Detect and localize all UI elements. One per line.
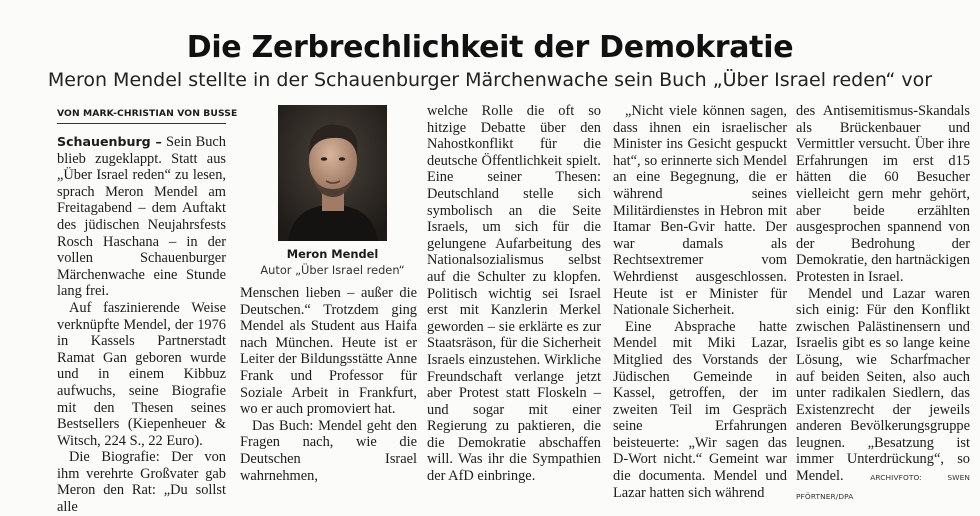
column-4-paragraph-2: Eine Absprache hatte Mendel mit Miki Lazar, Mitglied des Vorstands der Jüdischen Gemeinde in Kassel, getroffen, der im zweiten Teil im Gespräch seine Erfahrungen beisteuerte: „Wir sagen das D-Wort nicht.“ Gemeint war die documenta. Mendel und Lazar hatten sich während (613, 318, 787, 501)
byline: VON MARK-CHRISTIAN VON BUSSE (57, 108, 226, 124)
portrait-image (278, 105, 387, 241)
column-5-paragraph-2 (796, 286, 970, 506)
dateline: Schauenburg – (57, 134, 162, 149)
column-3 (427, 103, 601, 485)
headline: Die Zerbrechlichkeit der Demokratie (186, 30, 794, 65)
column-1-paragraph-2: Auf faszinierende Weise verknüpfte Mendel, der 1976 in Kassels Partnerstadt Ramat Gan geboren wurde und in einem Kibbuz aufwuchs, seine Biografie mit den Thesen seines Bestsellers (Kiepenheuer & Witsch, 224 S., 22 Euro). (57, 299, 226, 449)
column-2-paragraph-2: Das Buch: Mendel geht den Fragen nach, wie die Deutschen Israel wahrnehmen, (240, 417, 417, 484)
column-1-paragraph-3: Die Biografie: Der von ihm verehrte Großvater gab Meron den Rat: „Du sollst alle (57, 449, 226, 516)
column-3-paragraph-1: welche Rolle die oft so hitzige Debatte über den Nahostkonflikt für die deutsche Öffentlichkeit spielt. Eine seiner Thesen: Deutschland stelle sich symbolisch an die Seite Israels, um sich für die gelungene Aufarbeitung des Nationalsozialismus selbst auf die Schulter zu klopfen. Politisch wichtig sei Israel erst mit Kanzlerin Merkel geworden – sie erklärte es zur Staatsräson, für die Sicherheit Israels einzustehen. Wirkliche Freundschaft verlange jetzt aber Protest statt Floskeln – und sogar mit einer Regierung zu paktieren, die die Demokratie abschaffen will. Was ihr die Sympathien der AfD einbringe. (427, 103, 601, 485)
column-1-paragraph-1-text: Sein Buch blieb zugeklappt. Statt aus „Über Israel reden“ zu lesen, sprach Meron Mendel am Freitagabend – dem Auftakt des jüdischen Neujahrsfests Rosch Haschana – in der vollen Schauenburger Märchenwache eine Stunde lang frei. (57, 134, 226, 300)
author-photo (278, 105, 387, 241)
subheadline: Meron Mendel stellte in der Schauenburger Märchenwache sein Buch „Über Israel reden“ vor (47, 69, 933, 91)
column-1 (57, 134, 226, 516)
photo-caption-subtitle: Autor „Über Israel reden“ (260, 263, 405, 277)
column-2-paragraph-1: Menschen lieben – außer die Deutschen.“ Trotzdem ging Mendel als Student aus Haifa nach München. Heute ist er Leiter der Bildungsstätte Anne Frank und Professor für Soziale Arbeit in Frankfurt, wo er auch promoviert hat. (240, 285, 417, 418)
column-4 (613, 103, 787, 501)
column-2 (240, 285, 417, 484)
column-5-paragraph-2-text: Mendel und Lazar waren sich einig: Für den Konflikt zwischen Palästinensern und Israelis gibt es so lange keine Lösung, wie Scharfmacher auf beiden Seiten, also auch unter radikalen Siedlern, das Existenzrecht der jeweils anderen Bevölkerungsgruppe leugnen. „Besatzung ist immer Unterdrückung“, so Mendel. (796, 285, 970, 485)
photo-credit: ARCHIVFOTO: SWEN PFÖRTNER/DPA (796, 473, 970, 501)
column-5-paragraph-1: des Antisemitismus-Skandals als Brückenbauer und Vermittler versucht. Über ihre Erfahrungen im erst d15 hätten die 60 Besucher vielleicht gern mehr gehört, aber beide erzählten ausgesprochen spannend von der Bedrohung der Demokratie, den hartnäckigen Protesten in Israel. (796, 103, 970, 285)
column-1-paragraph-1 (57, 134, 226, 300)
column-5 (796, 103, 970, 505)
photo-caption-name: Meron Mendel (286, 247, 379, 261)
column-4-paragraph-1: „Nicht viele können sagen, dass ihnen ein israelischer Minister ins Gesicht gespuckt hat“, so erinnerte sich Mendel an eine Begegnung, die er während seines Militärdienstes in Hebron mit Itamar Ben-Gvir hatte. Der war damals als Rechtsextremer vom Wehrdienst ausgeschlossen. Heute ist er Minister für Nationale Sicherheit. (613, 103, 787, 319)
top-rule (0, 0, 980, 4)
